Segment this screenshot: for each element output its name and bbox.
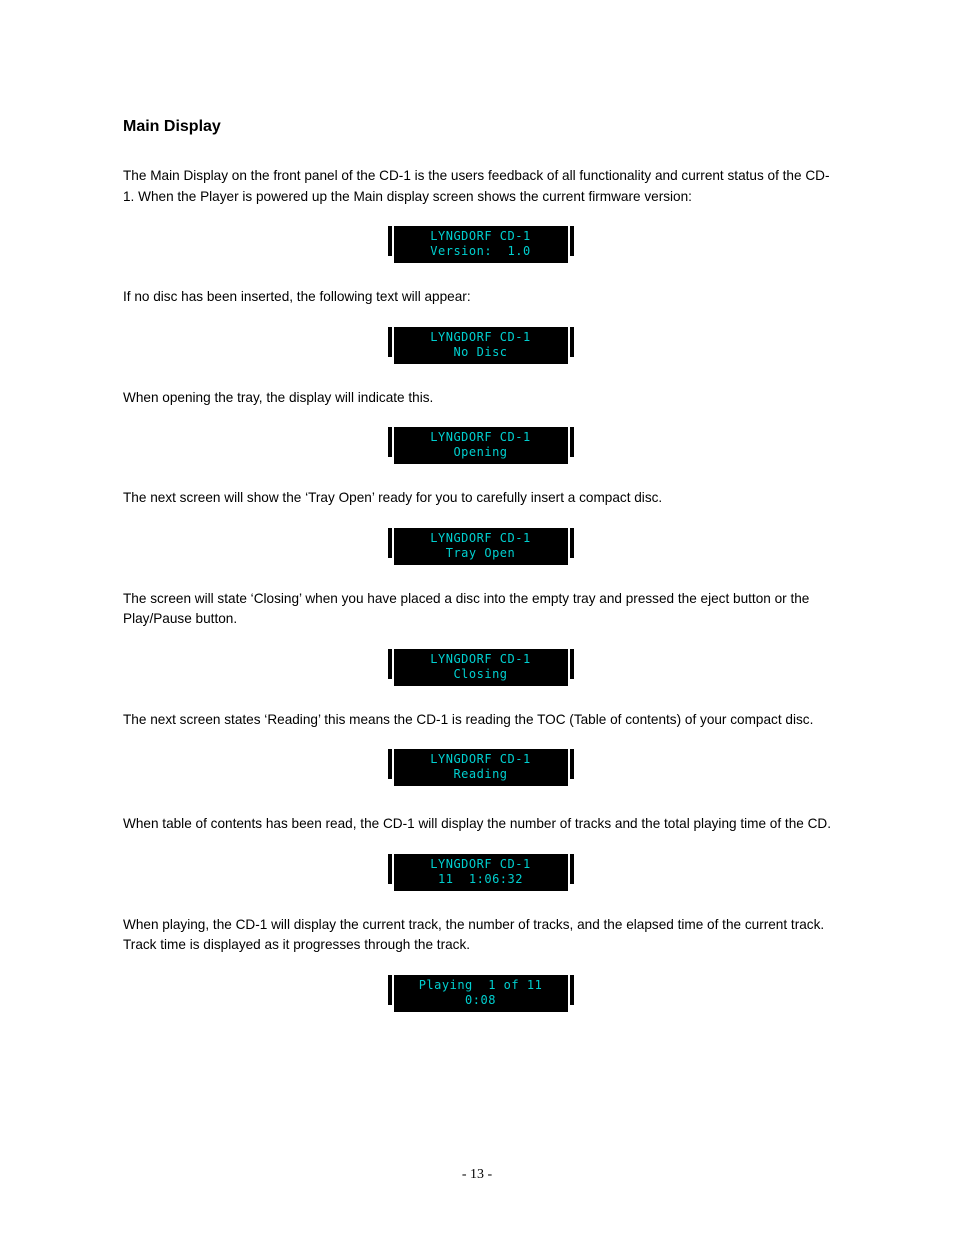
page-number: - 13 - [461,1167,493,1182]
page-title: Main Display [123,118,221,135]
lcd-screen [394,427,568,464]
lcd-display-tray-open [388,528,574,565]
lcd-screen [394,854,568,891]
lcd-right-edge [570,226,574,256]
lcd-line1: LYNGDORF CD-1 [430,430,531,444]
lcd-display-closing [388,649,574,686]
paragraph: When opening the tray, the display will indicate this. [123,389,434,405]
lcd-right-edge [570,854,574,884]
paragraph: The next screen will show the ‘Tray Open’ ready for you to carefully insert a compact disc. [123,490,663,505]
paragraph: The next screen states ‘Reading’ this means the CD-1 is reading the TOC (Table of contents) of your compact disc. [123,711,814,727]
paragraph: If no disc has been inserted, the following text will appear: [123,289,471,304]
lcd-line1: LYNGDORF CD-1 [430,229,531,243]
lcd-line2: Tray Open [445,545,516,560]
lcd-screen [394,226,568,263]
lcd-line2: Closing [453,666,508,681]
lcd-line2: No Disc [453,344,508,359]
lcd-line2: 11 1:06:32 [438,871,523,886]
lcd-line1: LYNGDORF CD-1 [430,530,531,545]
lcd-display-playing [388,975,574,1012]
lcd-line2: Opening [453,445,508,459]
lcd-right-edge [570,327,574,357]
paragraph: The screen will state ‘Closing’ when you have placed a disc into the empty tray and pressed the eject button or the Play/Pause button. [123,590,810,626]
lcd-display-no-disc [388,327,574,364]
lcd-right-edge [570,649,574,679]
lcd-right-edge [570,975,574,1005]
lcd-screen [394,327,568,364]
lcd-screen [394,975,568,1012]
lcd-right-edge [570,427,574,457]
lcd-display-track-count [388,854,574,891]
paragraph: When playing, the CD-1 will display the current track, the number of tracks, and the elapsed time of the current track. Track time is displayed as it progresses through the track. [123,916,825,952]
lcd-right-edge [570,528,574,558]
lcd-right-edge [570,749,574,779]
lcd-display-opening [388,427,574,464]
lcd-line2: Version: 1.0 [430,244,531,258]
lcd-display-version [388,226,574,263]
paragraph: When table of contents has been read, the CD-1 will display the number of tracks and the total playing time of the CD. [123,816,832,831]
paragraph: The Main Display on the front panel of the CD-1 is the users feedback of all functionality and current status of the CD-1. When the Player is powered up the Main display screen shows the current firmware version: [123,168,830,204]
lcd-screen [394,749,568,786]
lcd-line1: Playing 1 of 11 [418,977,543,992]
lcd-line1: LYNGDORF CD-1 [430,651,531,666]
lcd-line1: LYNGDORF CD-1 [430,329,531,344]
lcd-display-reading [388,749,574,786]
lcd-line2: Reading [453,767,508,781]
lcd-line1: LYNGDORF CD-1 [430,856,531,871]
lcd-line1: LYNGDORF CD-1 [430,752,531,766]
lcd-screen [394,528,568,565]
lcd-screen [394,649,568,686]
lcd-line2: 0:08 [465,992,496,1007]
